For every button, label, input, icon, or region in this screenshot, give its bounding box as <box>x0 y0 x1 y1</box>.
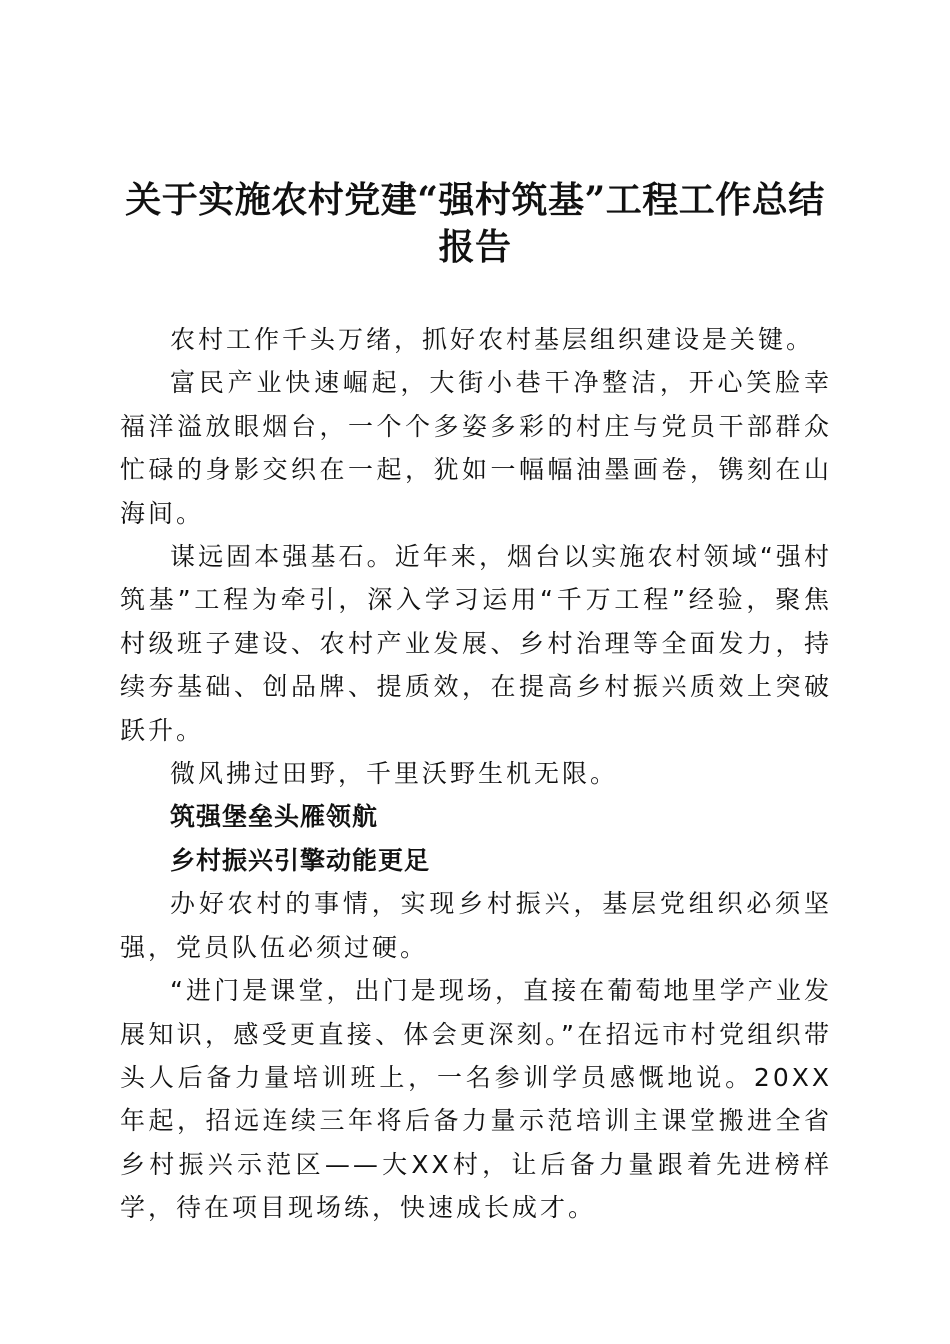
document-title-line-1: 关于实施农村党建“强村筑基”工程工作总结 <box>125 179 825 221</box>
paragraph: 农村工作千头万绪，抓好农村基层组织建设是关键。 <box>170 325 815 354</box>
document-body <box>120 318 832 1230</box>
paragraph: 谋远固本强基石。近年来，烟台以实施农村领域“强村筑基”工程为牵引，深入学习运用“千万工程”经验，聚焦村级班子建设、农村产业发展、乡村治理等全面发力，持续夯基础、创品牌、提质效，在提高乡村振兴质效上突破跃升。 <box>120 542 832 745</box>
section-heading: 筑强堡垒头雁领航 <box>170 802 379 832</box>
document-title-line-2: 报告 <box>438 226 512 268</box>
paragraph: 办好农村的事情，实现乡村振兴，基层党组织必须坚强，党员队伍必须过硬。 <box>120 889 832 962</box>
paragraph: 微风拂过田野，千里沃野生机无限。 <box>170 759 619 789</box>
paragraph: “进门是课堂，出门是现场，直接在葡萄地里学产业发展知识，感受更直接、体会更深刻。”在招远市村党组织带头人后备力量培训班上，一名参训学员感慨地说。20XX年起，招远连续三年将后备力量示范培训主课堂搬进全省乡村振兴示范区——大XX村，让后备力量跟着先进榜样学，待在项目现场练，快速成长成才。 <box>120 976 832 1223</box>
paragraph: 富民产业快速崛起，大街小巷干净整洁，开心笑脸幸福洋溢放眼烟台，一个个多姿多彩的村庄与党员干部群众忙碌的身影交织在一起，犹如一幅幅油墨画卷，镌刻在山海间。 <box>120 368 832 528</box>
section-subheading: 乡村振兴引擎动能更足 <box>170 845 431 875</box>
